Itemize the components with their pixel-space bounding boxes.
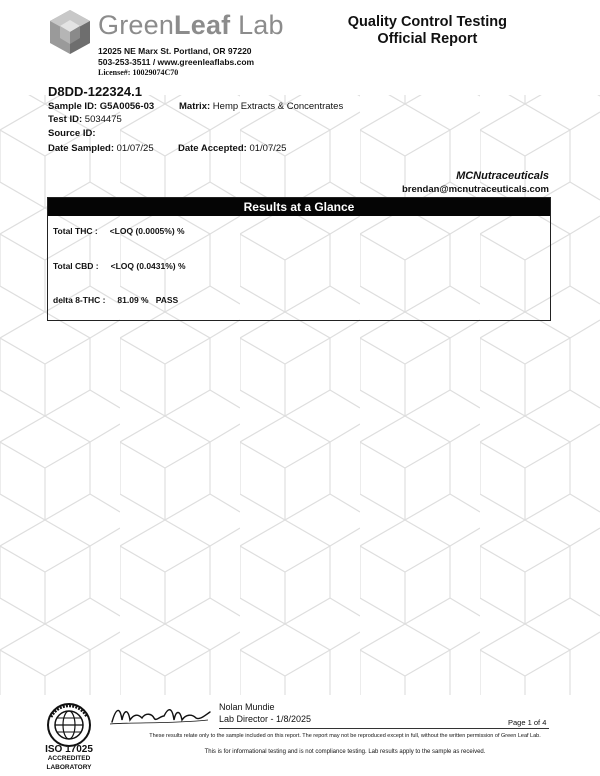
iso-globe-seal-icon (34, 703, 104, 747)
result-row-delta8-thc: delta 8-THC : 81.09 % PASS (53, 295, 179, 305)
stacked-cubes-logo-icon (46, 8, 94, 56)
iso-accreditation-label: ISO 17025 ACCREDITED LABORATORY (45, 744, 93, 771)
test-id-field: Test ID: 5034475 (48, 114, 122, 125)
results-at-a-glance-panel (47, 197, 551, 321)
sample-code: D8DD-122324.1 (48, 84, 142, 99)
sample-id-field: Sample ID: G5A0056-03 (48, 101, 155, 112)
report-title-line2: Official Report (377, 31, 478, 47)
date-sampled-field: Date Sampled: 01/07/25 (48, 143, 154, 154)
lab-license: License#: 10029074C70 (98, 68, 179, 77)
signature-divider (219, 728, 549, 729)
result-row-total-cbd: Total CBD : <LOQ (0.0431%) % (53, 261, 186, 271)
lab-logo-name: GreenLeaf Lab (98, 10, 284, 40)
disclaimer-informational: This is for informational testing and is not compliance testing. Lab results apply to the sample as received. (204, 749, 486, 755)
disclaimer-reproduction: These results relate only to the sample included on this report. The report may not be reproduced except in full, without the written permission of Green Leaf Lab. (149, 733, 541, 739)
lab-address: 12025 NE Marx St. Portland, OR 97220 (98, 46, 252, 56)
handwritten-signature (108, 702, 213, 728)
result-row-total-thc: Total THC : <LOQ (0.0005%) % (53, 226, 185, 236)
client-email: brendan@mcnutraceuticals.com (401, 184, 549, 195)
report-title-line1: Quality Control Testing (347, 14, 507, 30)
results-header: Results at a Glance (48, 198, 550, 216)
lab-contact: 503-253-3511 / www.greenleaflabs.com (98, 57, 255, 67)
signer-title: Lab Director - 1/8/2025 (219, 714, 312, 724)
source-id-field: Source ID: (48, 128, 96, 139)
signer-name: Nolan Mundie (219, 702, 275, 712)
client-name: MCNutraceuticals (456, 170, 549, 182)
page-number: Page 1 of 4 (508, 718, 547, 727)
matrix-field: Matrix: Hemp Extracts & Concentrates (179, 101, 344, 112)
date-accepted-field: Date Accepted: 01/07/25 (178, 143, 287, 154)
report-title (348, 14, 507, 48)
